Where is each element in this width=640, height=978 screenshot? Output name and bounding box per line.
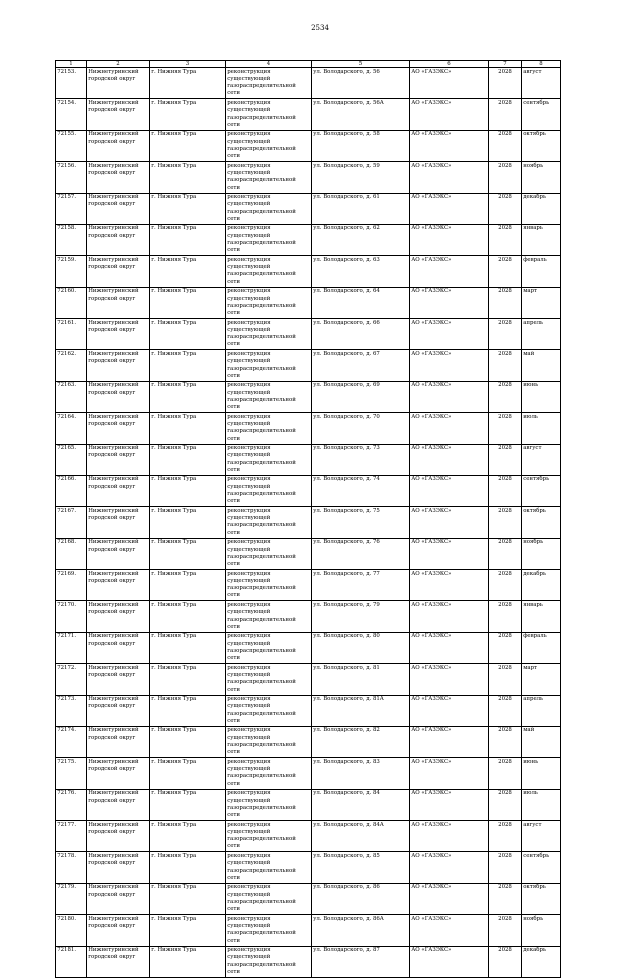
address-cell: ул. Володарского, д. 67 [312, 350, 410, 381]
month-cell: октябрь [522, 883, 561, 914]
table-row [56, 570, 561, 601]
work-type-cell: реконструкция существующей газораспределительной сети [226, 758, 312, 789]
work-type-cell: реконструкция существующей газораспределительной сети [226, 915, 312, 946]
column-header: 7 [489, 61, 522, 68]
district-cell: Нижнетуринский городской округ [87, 413, 150, 444]
column-header: 3 [150, 61, 226, 68]
work-type-cell: реконструкция существующей газораспределительной сети [226, 507, 312, 538]
month-cell: ноябрь [522, 915, 561, 946]
row-number: 72162. [56, 350, 87, 381]
district-cell: Нижнетуринский городской округ [87, 193, 150, 224]
row-number: 72156. [56, 162, 87, 193]
district-cell: Нижнетуринский городской округ [87, 758, 150, 789]
month-cell: май [522, 350, 561, 381]
month-cell: январь [522, 601, 561, 632]
address-cell: ул. Володарского, д. 84 [312, 789, 410, 820]
year-cell: 2028 [489, 130, 522, 161]
table-row [56, 130, 561, 161]
table-row [56, 287, 561, 318]
district-cell: Нижнетуринский городской округ [87, 256, 150, 287]
month-cell: август [522, 444, 561, 475]
year-cell: 2028 [489, 726, 522, 757]
row-number: 72177. [56, 821, 87, 852]
table-row [56, 444, 561, 475]
table-row [56, 852, 561, 883]
district-cell: Нижнетуринский городской округ [87, 538, 150, 569]
month-cell: март [522, 287, 561, 318]
work-type-cell: реконструкция существующей газораспределительной сети [226, 570, 312, 601]
locality-cell: г. Нижняя Тура [150, 726, 226, 757]
row-number: 72154. [56, 99, 87, 130]
year-cell: 2028 [489, 99, 522, 130]
district-cell: Нижнетуринский городской округ [87, 130, 150, 161]
organization-cell: АО «ГАЗЭКС» [410, 256, 489, 287]
work-type-cell: реконструкция существующей газораспределительной сети [226, 193, 312, 224]
organization-cell: АО «ГАЗЭКС» [410, 883, 489, 914]
district-cell: Нижнетуринский городской округ [87, 789, 150, 820]
row-number: 72175. [56, 758, 87, 789]
organization-cell: АО «ГАЗЭКС» [410, 99, 489, 130]
table-row [56, 224, 561, 255]
table-row [56, 726, 561, 757]
row-number: 72163. [56, 381, 87, 412]
table-row [56, 193, 561, 224]
year-cell: 2028 [489, 852, 522, 883]
organization-cell: АО «ГАЗЭКС» [410, 413, 489, 444]
table-row [56, 883, 561, 914]
year-cell: 2028 [489, 664, 522, 695]
district-cell: Нижнетуринский городской округ [87, 852, 150, 883]
organization-cell: АО «ГАЗЭКС» [410, 632, 489, 663]
column-header: 8 [522, 61, 561, 68]
year-cell: 2028 [489, 538, 522, 569]
work-type-cell: реконструкция существующей газораспределительной сети [226, 444, 312, 475]
row-number: 72157. [56, 193, 87, 224]
year-cell: 2028 [489, 570, 522, 601]
work-type-cell: реконструкция существующей газораспределительной сети [226, 130, 312, 161]
organization-cell: АО «ГАЗЭКС» [410, 68, 489, 99]
column-header: 5 [312, 61, 410, 68]
locality-cell: г. Нижняя Тура [150, 319, 226, 350]
year-cell: 2028 [489, 632, 522, 663]
table-row [56, 381, 561, 412]
address-cell: ул. Володарского, д. 79 [312, 601, 410, 632]
table-body [56, 68, 561, 978]
year-cell: 2028 [489, 883, 522, 914]
table-row [56, 507, 561, 538]
locality-cell: г. Нижняя Тура [150, 444, 226, 475]
row-number: 72181. [56, 946, 87, 977]
locality-cell: г. Нижняя Тура [150, 256, 226, 287]
district-cell: Нижнетуринский городской округ [87, 381, 150, 412]
address-cell: ул. Володарского, д. 75 [312, 507, 410, 538]
year-cell: 2028 [489, 224, 522, 255]
district-cell: Нижнетуринский городской округ [87, 946, 150, 977]
address-cell: ул. Володарского, д. 76 [312, 538, 410, 569]
table-row [56, 99, 561, 130]
address-cell: ул. Володарского, д. 83 [312, 758, 410, 789]
table-row [56, 789, 561, 820]
address-cell: ул. Володарского, д. 77 [312, 570, 410, 601]
month-cell: декабрь [522, 193, 561, 224]
month-cell: февраль [522, 256, 561, 287]
district-cell: Нижнетуринский городской округ [87, 224, 150, 255]
table-row [56, 695, 561, 726]
district-cell: Нижнетуринский городской округ [87, 570, 150, 601]
row-number: 72168. [56, 538, 87, 569]
year-cell: 2028 [489, 821, 522, 852]
locality-cell: г. Нижняя Тура [150, 852, 226, 883]
work-type-cell: реконструкция существующей газораспределительной сети [226, 319, 312, 350]
month-cell: июль [522, 789, 561, 820]
district-cell: Нижнетуринский городской округ [87, 287, 150, 318]
column-header: 1 [56, 61, 87, 68]
district-cell: Нижнетуринский городской округ [87, 695, 150, 726]
district-cell: Нижнетуринский городской округ [87, 68, 150, 99]
row-number: 72179. [56, 883, 87, 914]
work-type-cell: реконструкция существующей газораспределительной сети [226, 381, 312, 412]
year-cell: 2028 [489, 915, 522, 946]
table-row [56, 475, 561, 506]
year-cell: 2028 [489, 256, 522, 287]
table-row [56, 946, 561, 977]
locality-cell: г. Нижняя Тура [150, 99, 226, 130]
year-cell: 2028 [489, 946, 522, 977]
locality-cell: г. Нижняя Тура [150, 507, 226, 538]
address-cell: ул. Володарского, д. 70 [312, 413, 410, 444]
year-cell: 2028 [489, 601, 522, 632]
month-cell: август [522, 68, 561, 99]
table-row [56, 601, 561, 632]
month-cell: апрель [522, 319, 561, 350]
organization-cell: АО «ГАЗЭКС» [410, 319, 489, 350]
organization-cell: АО «ГАЗЭКС» [410, 915, 489, 946]
work-type-cell: реконструкция существующей газораспределительной сети [226, 413, 312, 444]
organization-cell: АО «ГАЗЭКС» [410, 475, 489, 506]
year-cell: 2028 [489, 507, 522, 538]
organization-cell: АО «ГАЗЭКС» [410, 381, 489, 412]
year-cell: 2028 [489, 287, 522, 318]
month-cell: ноябрь [522, 162, 561, 193]
organization-cell: АО «ГАЗЭКС» [410, 193, 489, 224]
row-number: 72170. [56, 601, 87, 632]
locality-cell: г. Нижняя Тура [150, 570, 226, 601]
month-cell: август [522, 821, 561, 852]
organization-cell: АО «ГАЗЭКС» [410, 507, 489, 538]
locality-cell: г. Нижняя Тура [150, 162, 226, 193]
district-cell: Нижнетуринский городской округ [87, 664, 150, 695]
work-type-cell: реконструкция существующей газораспределительной сети [226, 789, 312, 820]
address-cell: ул. Володарского, д. 59 [312, 162, 410, 193]
row-number: 72165. [56, 444, 87, 475]
organization-cell: АО «ГАЗЭКС» [410, 570, 489, 601]
table-row [56, 821, 561, 852]
organization-cell: АО «ГАЗЭКС» [410, 162, 489, 193]
district-cell: Нижнетуринский городской округ [87, 162, 150, 193]
year-cell: 2028 [489, 68, 522, 99]
locality-cell: г. Нижняя Тура [150, 664, 226, 695]
month-cell: ноябрь [522, 538, 561, 569]
year-cell: 2028 [489, 444, 522, 475]
row-number: 72167. [56, 507, 87, 538]
row-number: 72166. [56, 475, 87, 506]
address-cell: ул. Володарского, д. 56А [312, 99, 410, 130]
locality-cell: г. Нижняя Тура [150, 915, 226, 946]
organization-cell: АО «ГАЗЭКС» [410, 664, 489, 695]
year-cell: 2028 [489, 413, 522, 444]
row-number: 72180. [56, 915, 87, 946]
address-cell: ул. Володарского, д. 66 [312, 319, 410, 350]
row-number: 72169. [56, 570, 87, 601]
table-row [56, 632, 561, 663]
works-table [55, 60, 561, 978]
month-cell: сентябрь [522, 475, 561, 506]
address-cell: ул. Володарского, д. 85 [312, 852, 410, 883]
year-cell: 2028 [489, 193, 522, 224]
row-number: 72155. [56, 130, 87, 161]
work-type-cell: реконструкция существующей газораспределительной сети [226, 162, 312, 193]
year-cell: 2028 [489, 475, 522, 506]
month-cell: февраль [522, 632, 561, 663]
month-cell: сентябрь [522, 852, 561, 883]
column-header: 2 [87, 61, 150, 68]
year-cell: 2028 [489, 381, 522, 412]
row-number: 72172. [56, 664, 87, 695]
organization-cell: АО «ГАЗЭКС» [410, 601, 489, 632]
locality-cell: г. Нижняя Тура [150, 695, 226, 726]
row-number: 72176. [56, 789, 87, 820]
work-type-cell: реконструкция существующей газораспределительной сети [226, 350, 312, 381]
month-cell: май [522, 726, 561, 757]
address-cell: ул. Володарского, д. 69 [312, 381, 410, 412]
work-type-cell: реконструкция существующей газораспределительной сети [226, 664, 312, 695]
row-number: 72160. [56, 287, 87, 318]
district-cell: Нижнетуринский городской округ [87, 821, 150, 852]
work-type-cell: реконструкция существующей газораспределительной сети [226, 821, 312, 852]
locality-cell: г. Нижняя Тура [150, 413, 226, 444]
locality-cell: г. Нижняя Тура [150, 789, 226, 820]
organization-cell: АО «ГАЗЭКС» [410, 758, 489, 789]
month-cell: октябрь [522, 507, 561, 538]
organization-cell: АО «ГАЗЭКС» [410, 726, 489, 757]
locality-cell: г. Нижняя Тура [150, 601, 226, 632]
work-type-cell: реконструкция существующей газораспределительной сети [226, 256, 312, 287]
table-row [56, 758, 561, 789]
organization-cell: АО «ГАЗЭКС» [410, 695, 489, 726]
organization-cell: АО «ГАЗЭКС» [410, 444, 489, 475]
district-cell: Нижнетуринский городской округ [87, 883, 150, 914]
locality-cell: г. Нижняя Тура [150, 350, 226, 381]
work-type-cell: реконструкция существующей газораспределительной сети [226, 538, 312, 569]
organization-cell: АО «ГАЗЭКС» [410, 789, 489, 820]
district-cell: Нижнетуринский городской округ [87, 632, 150, 663]
locality-cell: г. Нижняя Тура [150, 883, 226, 914]
table-row [56, 413, 561, 444]
district-cell: Нижнетуринский городской округ [87, 915, 150, 946]
table-row [56, 538, 561, 569]
month-cell: июнь [522, 758, 561, 789]
year-cell: 2028 [489, 350, 522, 381]
organization-cell: АО «ГАЗЭКС» [410, 821, 489, 852]
column-number-row [56, 61, 561, 68]
address-cell: ул. Володарского, д. 86 [312, 883, 410, 914]
month-cell: март [522, 664, 561, 695]
table-row [56, 256, 561, 287]
table-row [56, 319, 561, 350]
district-cell: Нижнетуринский городской округ [87, 319, 150, 350]
organization-cell: АО «ГАЗЭКС» [410, 130, 489, 161]
address-cell: ул. Володарского, д. 84А [312, 821, 410, 852]
address-cell: ул. Володарского, д. 64 [312, 287, 410, 318]
organization-cell: АО «ГАЗЭКС» [410, 224, 489, 255]
locality-cell: г. Нижняя Тура [150, 946, 226, 977]
month-cell: декабрь [522, 946, 561, 977]
organization-cell: АО «ГАЗЭКС» [410, 287, 489, 318]
work-type-cell: реконструкция существующей газораспределительной сети [226, 632, 312, 663]
year-cell: 2028 [489, 319, 522, 350]
table-row [56, 350, 561, 381]
page-number: 2534 [311, 24, 329, 32]
month-cell: декабрь [522, 570, 561, 601]
address-cell: ул. Володарского, д. 81А [312, 695, 410, 726]
locality-cell: г. Нижняя Тура [150, 538, 226, 569]
work-type-cell: реконструкция существующей газораспределительной сети [226, 287, 312, 318]
locality-cell: г. Нижняя Тура [150, 224, 226, 255]
table-row [56, 162, 561, 193]
address-cell: ул. Володарского, д. 61 [312, 193, 410, 224]
locality-cell: г. Нижняя Тура [150, 68, 226, 99]
column-header: 6 [410, 61, 489, 68]
organization-cell: АО «ГАЗЭКС» [410, 946, 489, 977]
address-cell: ул. Володарского, д. 87 [312, 946, 410, 977]
month-cell: июль [522, 413, 561, 444]
address-cell: ул. Володарского, д. 80 [312, 632, 410, 663]
address-cell: ул. Володарского, д. 81 [312, 664, 410, 695]
work-type-cell: реконструкция существующей газораспределительной сети [226, 726, 312, 757]
address-cell: ул. Володарского, д. 74 [312, 475, 410, 506]
table-row [56, 664, 561, 695]
month-cell: октябрь [522, 130, 561, 161]
work-type-cell: реконструкция существующей газораспределительной сети [226, 883, 312, 914]
row-number: 72161. [56, 319, 87, 350]
address-cell: ул. Володарского, д. 58 [312, 130, 410, 161]
district-cell: Нижнетуринский городской округ [87, 350, 150, 381]
row-number: 72173. [56, 695, 87, 726]
table-row [56, 915, 561, 946]
address-cell: ул. Володарского, д. 56 [312, 68, 410, 99]
address-cell: ул. Володарского, д. 82 [312, 726, 410, 757]
row-number: 72159. [56, 256, 87, 287]
locality-cell: г. Нижняя Тура [150, 287, 226, 318]
district-cell: Нижнетуринский городской округ [87, 726, 150, 757]
year-cell: 2028 [489, 695, 522, 726]
year-cell: 2028 [489, 162, 522, 193]
row-number: 72164. [56, 413, 87, 444]
address-cell: ул. Володарского, д. 86А [312, 915, 410, 946]
month-cell: сентябрь [522, 99, 561, 130]
district-cell: Нижнетуринский городской округ [87, 475, 150, 506]
locality-cell: г. Нижняя Тура [150, 632, 226, 663]
row-number: 72178. [56, 852, 87, 883]
district-cell: Нижнетуринский городской округ [87, 507, 150, 538]
locality-cell: г. Нижняя Тура [150, 821, 226, 852]
row-number: 72174. [56, 726, 87, 757]
locality-cell: г. Нижняя Тура [150, 758, 226, 789]
locality-cell: г. Нижняя Тура [150, 381, 226, 412]
address-cell: ул. Володарского, д. 63 [312, 256, 410, 287]
work-type-cell: реконструкция существующей газораспределительной сети [226, 946, 312, 977]
month-cell: январь [522, 224, 561, 255]
locality-cell: г. Нижняя Тура [150, 475, 226, 506]
locality-cell: г. Нижняя Тура [150, 193, 226, 224]
work-type-cell: реконструкция существующей газораспределительной сети [226, 852, 312, 883]
month-cell: июнь [522, 381, 561, 412]
work-type-cell: реконструкция существующей газораспределительной сети [226, 695, 312, 726]
work-type-cell: реконструкция существующей газораспределительной сети [226, 601, 312, 632]
district-cell: Нижнетуринский городской округ [87, 444, 150, 475]
organization-cell: АО «ГАЗЭКС» [410, 350, 489, 381]
address-cell: ул. Володарского, д. 73 [312, 444, 410, 475]
year-cell: 2028 [489, 789, 522, 820]
year-cell: 2028 [489, 758, 522, 789]
work-type-cell: реконструкция существующей газораспределительной сети [226, 99, 312, 130]
district-cell: Нижнетуринский городской округ [87, 601, 150, 632]
address-cell: ул. Володарского, д. 62 [312, 224, 410, 255]
month-cell: апрель [522, 695, 561, 726]
row-number: 72171. [56, 632, 87, 663]
locality-cell: г. Нижняя Тура [150, 130, 226, 161]
column-header: 4 [226, 61, 312, 68]
work-type-cell: реконструкция существующей газораспределительной сети [226, 68, 312, 99]
table-row [56, 68, 561, 99]
organization-cell: АО «ГАЗЭКС» [410, 852, 489, 883]
organization-cell: АО «ГАЗЭКС» [410, 538, 489, 569]
work-type-cell: реконструкция существующей газораспределительной сети [226, 475, 312, 506]
work-type-cell: реконструкция существующей газораспределительной сети [226, 224, 312, 255]
district-cell: Нижнетуринский городской округ [87, 99, 150, 130]
row-number: 72158. [56, 224, 87, 255]
row-number: 72153. [56, 68, 87, 99]
